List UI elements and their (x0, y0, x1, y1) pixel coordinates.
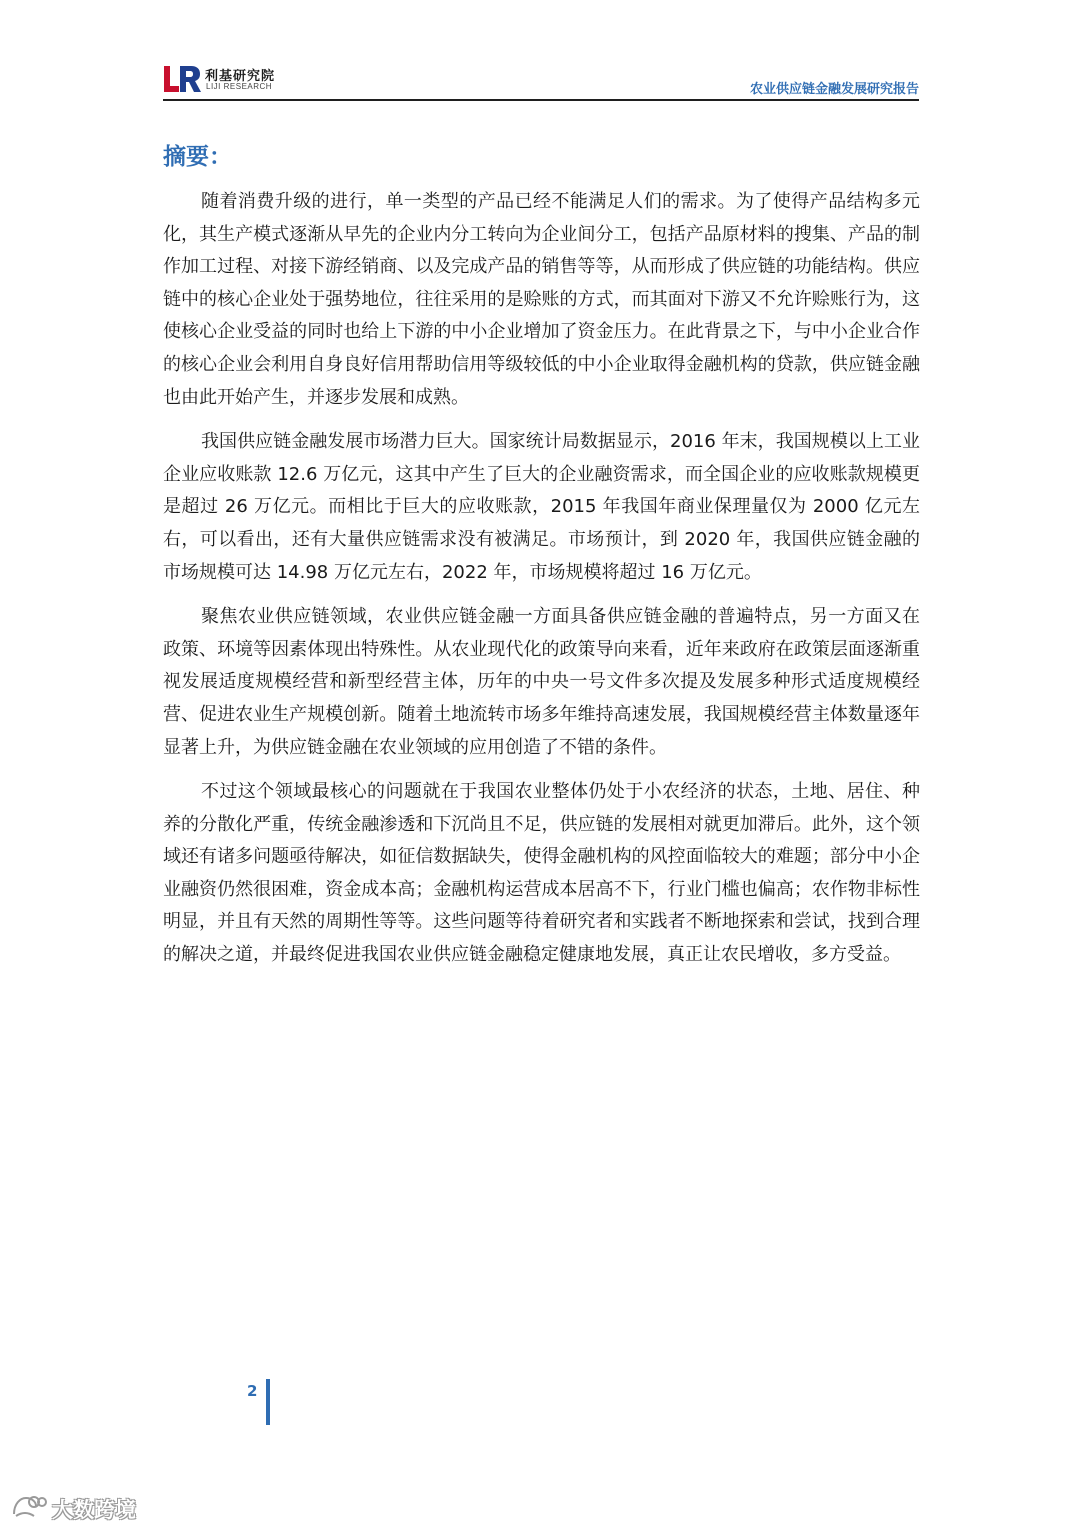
paragraph: 我国供应链金融发展市场潜力巨大。国家统计局数据显示，2016 年末，我国规模以上工业企业应收账款 12.6 万亿元，这其中产生了巨大的企业融资需求，而全国企业的应收账款规模更是超过 26 万亿元。而相比于巨大的应收账款，2015 年我国年商业保理量仅为 2000 亿元左右，可以看出，还有大量供应链需求没有被满足。市场预计，到 2020 年，我国供应链金融的市场规模可达 14.98 万亿元左右，2022 年，市场规模将超过 16 万亿元。 (163, 431, 920, 583)
paragraph: 随着消费升级的进行，单一类型的产品已经不能满足人们的需求。为了使得产品结构多元化，其生产模式逐渐从早先的企业内分工转向为企业间分工，包括产品原材料的搜集、产品的制作加工过程、对接下游经销商、以及完成产品的销售等等，从而形成了供应链的功能结构。供应链中的核心企业处于强势地位，往往采用的是赊账的方式，而其面对下游又不允许赊账行为，这使核心企业受益的同时也给上下游的中小企业增加了资金压力。在此背景之下，与中小企业合作的核心企业会利用自身良好信用帮助信用等级较低的中小企业取得金融机构的贷款，供应链金融也由此开始产生，并逐步发展和成熟。 (163, 191, 920, 408)
liji-logo-icon (163, 64, 201, 94)
page-number-bar (266, 1379, 270, 1425)
watermark-logo-icon (10, 1492, 48, 1520)
page-header (163, 62, 919, 102)
paragraph: 不过这个领域最核心的问题就在于我国农业整体仍处于小农经济的状态，土地、居住、种养的分散化严重，传统金融渗透和下沉尚且不足，供应链的发展相对就更加滞后。此外，这个领域还有诸多问题亟待解决，如征信数据缺失，使得金融机构的风控面临较大的难题；部分中小企业融资仍然很困难，资金成本高；金融机构运营成本居高不下，行业门槛也偏高；农作物非标性明显，并且有天然的周期性等等。这些问题等待着研究者和实践者不断地探索和尝试，找到合理的解决之道，并最终促进我国农业供应链金融稳定健康地发展，真正让农民增收，多方受益。 (163, 781, 920, 966)
header-divider (163, 99, 919, 101)
watermark-text: 大数跨境 (52, 1498, 136, 1522)
paragraph: 聚焦农业供应链领域，农业供应链金融一方面具备供应链金融的普遍特点，另一方面又在政策、环境等因素体现出特殊性。从农业现代化的政策导向来看，近年来政府在政策层面逐渐重视发展适度规模经营和新型经营主体，历年的中央一号文件多次提及发展多种形式适度规模经营、促进农业生产规模创新。随着土地流转市场多年维持高速发展，我国规模经营主体数量逐年显著上升，为供应链金融在农业领域的应用创造了不错的条件。 (163, 606, 920, 758)
abstract-heading: 摘要： (163, 144, 232, 170)
logo-english-name: LIJI RESEARCH (206, 82, 273, 91)
logo-chinese-name: 利基研究院 (205, 69, 276, 84)
abstract-body (163, 186, 920, 984)
report-title: 农业供应链金融发展研究报告 (749, 82, 919, 97)
page-number: 2 (247, 1382, 258, 1400)
